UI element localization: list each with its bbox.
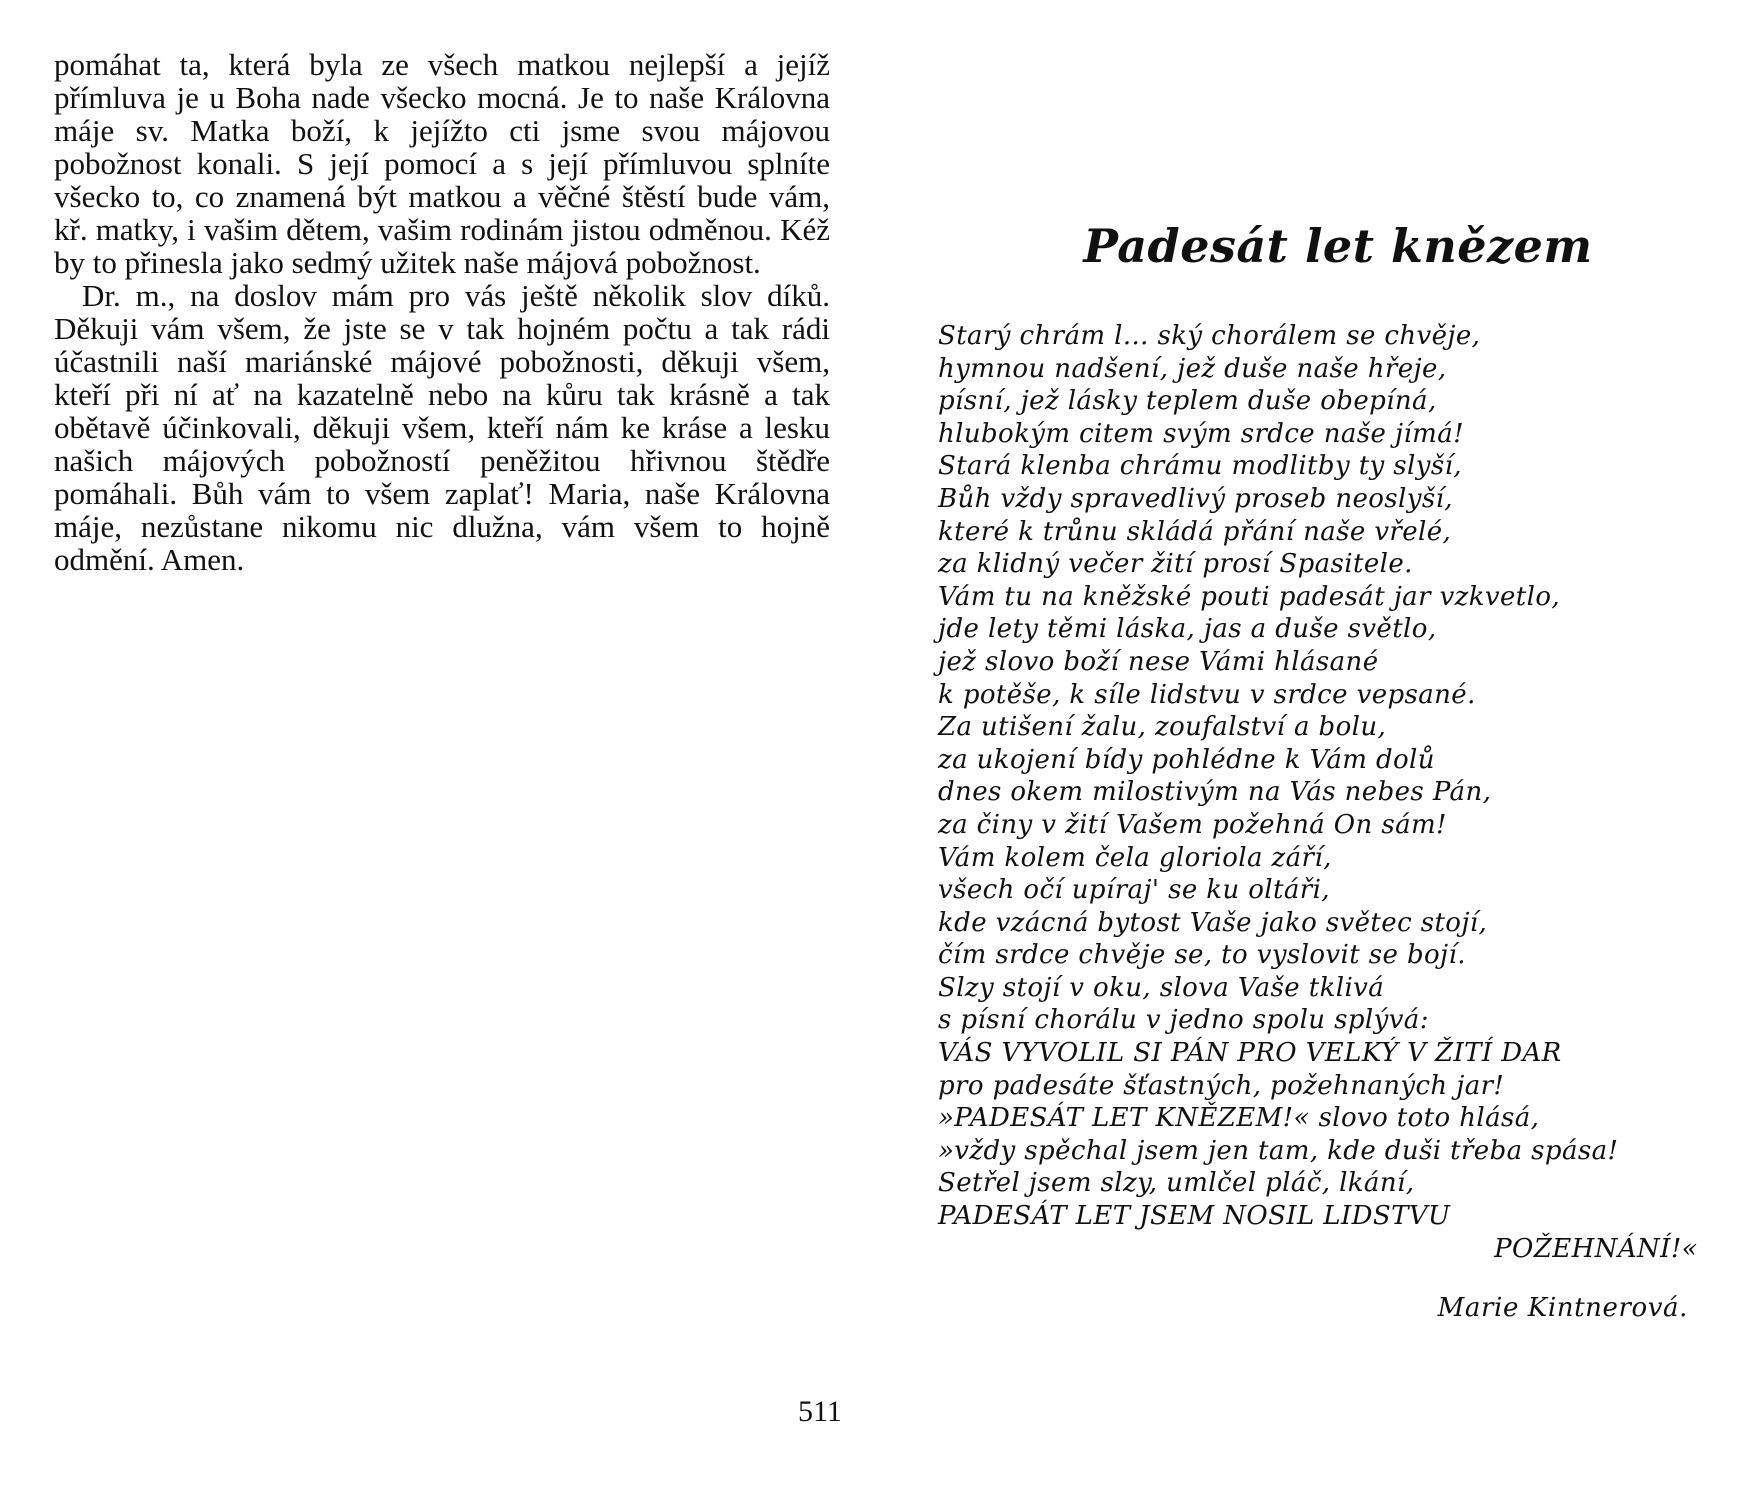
poem-line: Starý chrám l... ský chorálem se chvěje, [938,321,1481,351]
poem-line: dnes okem milostivým na Vás nebes Pán, [938,777,1492,808]
poem-column [938,220,1718,1323]
poem-line: hlubokým citem svým srdce naše jímá! [938,418,1464,449]
poem-line: PADESÁT LET JSEM NOSIL LIDSTVU [938,1201,1451,1232]
poem-author: Marie Kintnerová. [1437,1293,1688,1324]
poem-line: Slzy stojí v oku, slova Vaše tklivá [938,972,1385,1003]
page-number: 511 [798,1395,842,1428]
prose-paragraph-1: pomáhat ta, která byla ze všech matkou nejlepší a jejíž přímluva je u Boha nade všecko mocná. Je to naše Královna máje sv. Matka boží, k jejížto cti jsme svou májovou pobožnost konali. S její pomocí a s její přímluvou splníte všecko to, co znamená být matkou a věčné štěstí bude vám, kř. matky, i vašim dětem, vašim rodinám jistou odměnou. Kéž by to přinesla jako sedmý užitek naše májová pobožnost. [54,47,830,280]
poem-line: POŽEHNÁNÍ!« [1494,1233,1698,1264]
poem-line: čím srdce chvěje se, to vyslovit se bojí. [938,940,1466,971]
poem-line: »vždy spěchal jsem jen tam, kde duši třeba spása! [938,1135,1619,1166]
poem-line: k potěše, k síle lidstvu v srdce vepsané. [938,679,1476,710]
poem-line: za ukojení bídy pohlédne k Vám dolů [938,744,1435,775]
poem-line: kde vzácná bytost Vaše jako světec stojí, [938,907,1488,938]
poem-line: které k trůnu skládá přání naše vřelé, [938,516,1452,547]
poem-line: Vám tu na kněžské pouti padesát jar vzkvetlo, [938,581,1561,612]
poem-line: všech očí upíraj' se ku oltáři, [938,875,1330,906]
poem-line: hymnou nadšení, jež duše naše hřeje, [938,353,1447,384]
poem-line: Bůh vždy spravedlivý proseb neoslyší, [938,483,1453,514]
poem-line: za klidný večer žití prosí Spasitele. [938,549,1413,580]
poem-line: Setřel jsem slzy, umlčel pláč, lkání, [938,1168,1415,1199]
prose-paragraph-2: Dr. m., na doslov mám pro vás ještě několik slov díků. Děkuji vám všem, že jste se v tak hojném počtu a tak rádi účastnili naší mariánské májové pobožnosti, děkuji všem, kteří při ní ať na kazatelně nebo na kůru tak krásně a tak obětavě účinkovali, děkuji všem, kteří nám ke kráse a lesku našich májových pobožností peněžitou hřivnou štědře pomáhali. Bůh vám to všem zaplať! Maria, naše Královna máje, nezůstane nikomu nic dlužna, vám všem to hojně odmění. Amen. [54,278,830,577]
poem-line: s písní chorálu v jedno spolu splývá: [938,1005,1429,1036]
poem-line: Stará klenba chrámu modlitby ty slyší, [938,451,1462,482]
poem-line: za činy v žití Vašem požehná On sám! [938,809,1447,840]
poem-line: Za utišení žalu, zoufalství a bolu, [938,712,1387,743]
poem-line: »PADESÁT LET KNĚZEM!« slovo toto hlásá, [938,1103,1540,1134]
poem-line: Vám kolem čela gloriola září, [938,842,1332,873]
poem-line: jde lety těmi láska, jas a duše světlo, [938,614,1437,645]
poem-body [938,320,1718,1265]
prose-column [54,48,830,576]
poem-line: pro padesáte šťastných, požehnaných jar! [938,1070,1505,1101]
poem-line: písní, jež lásky teplem duše obepíná, [938,386,1437,417]
poem-line: jež slovo boží nese Vámi hlásané [938,646,1379,677]
poem-title: Padesát let knězem [1083,219,1593,273]
poem-line: VÁS VYVOLIL SI PÁN PRO VELKÝ V ŽITÍ DAR [938,1038,1562,1069]
